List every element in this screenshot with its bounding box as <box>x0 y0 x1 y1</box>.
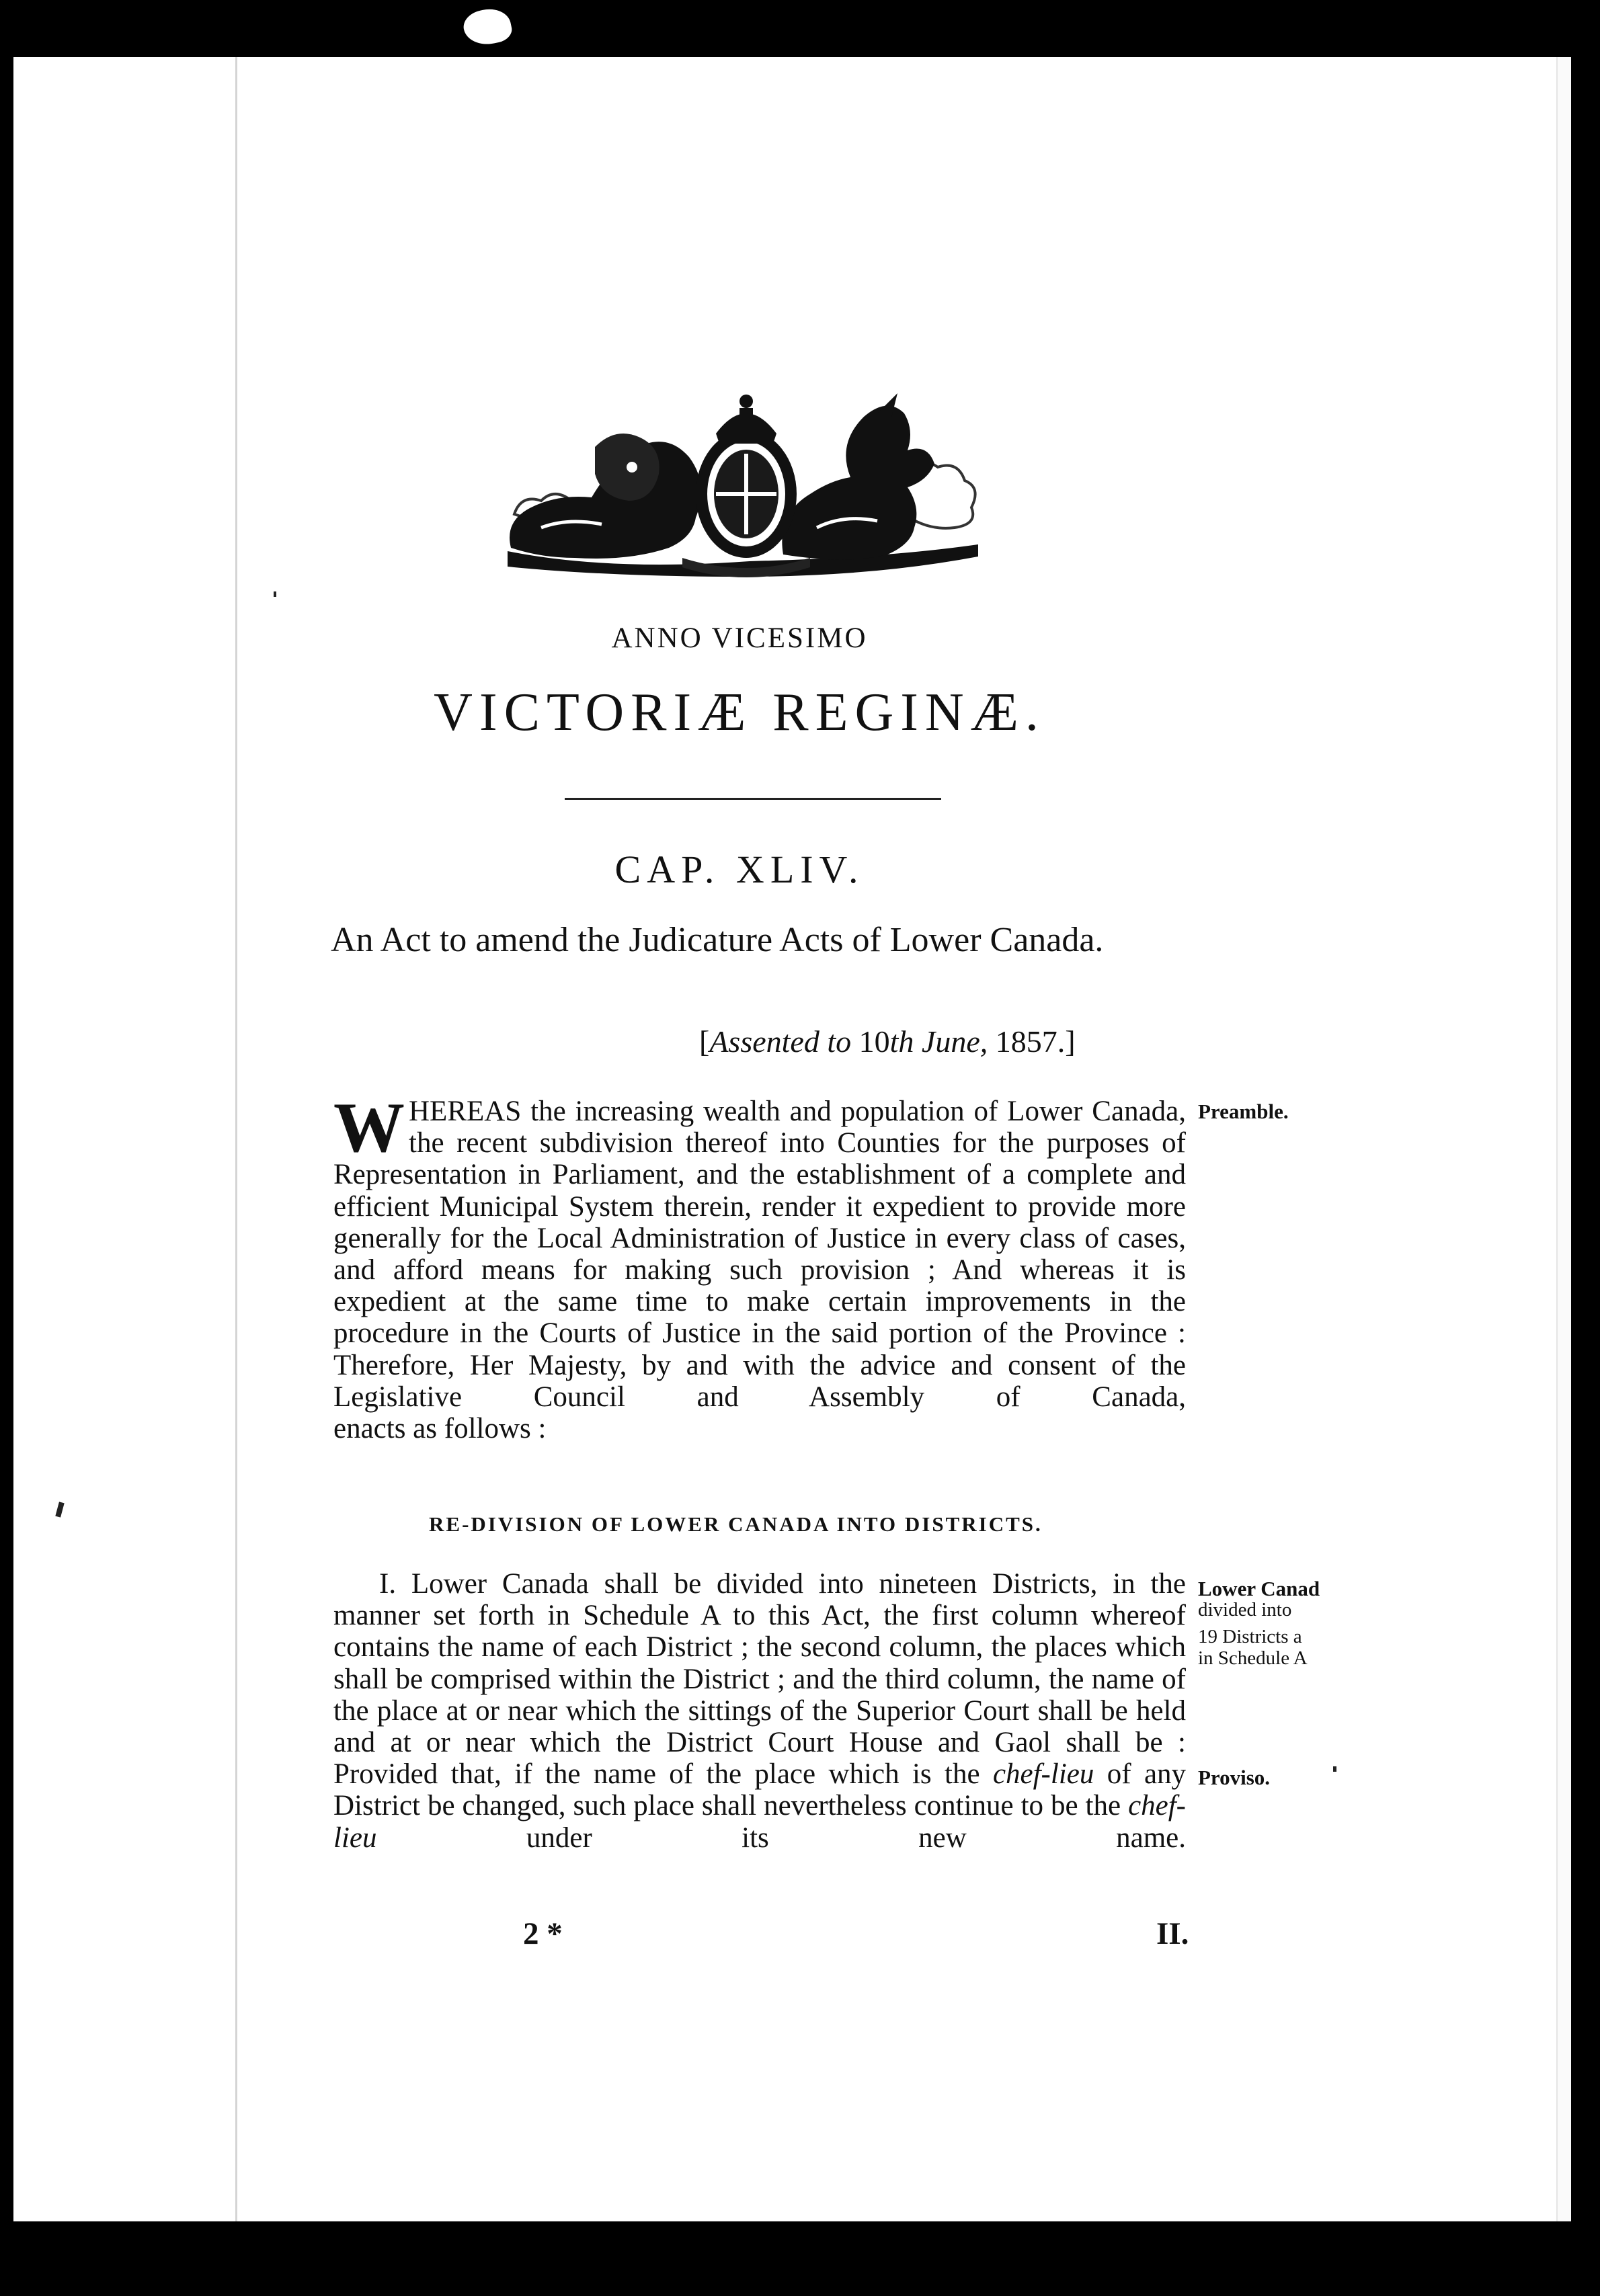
preamble-text: HEREAS the increasing wealth and population of Lower Canada, the recent subdivision thereof into Counties for the purposes of Representation in Parliament, and the establishment of a complete and efficient Municipal System therein, render it expedient to provide more generally for the Local Administration of Justice in every class of cases, and afford means for making such provision ; And whereas it is expedient at the same time to make certain improvements in the procedure in the Courts of Justice in the said portion of the Province : Therefore, Her Majesty, by and with the advice and consent of the Legislative Council and Assembly of Canada, <box>333 1096 1186 1413</box>
section-1-text-b: of any District be changed, such place shall nevertheless continue to be the <box>333 1758 1187 1822</box>
preamble-paragraph <box>333 1088 1186 1445</box>
regnal-title: VICTORIÆ REGINÆ. <box>434 683 1045 742</box>
section-heading: RE-DIVISION OF LOWER CANADA INTO DISTRICTS. <box>429 1512 1043 1536</box>
section-1-text-c: under its new name. <box>526 1821 1186 1854</box>
marginal-note-districts-1: Lower Canad <box>1198 1577 1320 1600</box>
ink-speck <box>274 591 276 597</box>
assent-line <box>699 1024 1076 1059</box>
marginal-note-proviso: Proviso. <box>1198 1766 1271 1789</box>
section-1-paragraph <box>333 1568 1186 1854</box>
ink-speck <box>1333 1766 1336 1772</box>
marginal-note-districts-4: in Schedule A <box>1198 1647 1308 1669</box>
assent-year: 1857.] <box>995 1024 1076 1059</box>
italic-chef-lieu-2: chef-lieu <box>333 1790 1186 1854</box>
page-right-edge <box>1556 57 1571 2221</box>
act-title: An Act to amend the Judicature Acts of Lower Canada. <box>331 921 1104 959</box>
horizontal-rule <box>565 798 941 800</box>
paper-blot <box>461 5 514 48</box>
anno-heading: ANNO VICESIMO <box>611 622 868 654</box>
marginal-note-districts-3: 19 Districts a <box>1198 1626 1302 1647</box>
assent-month: th June, <box>889 1024 988 1059</box>
marginal-note-districts-2: divided into <box>1198 1599 1292 1621</box>
drop-cap-letter: W <box>333 1088 405 1167</box>
royal-coat-of-arms-image <box>501 393 988 578</box>
assent-label: Assented to <box>709 1024 852 1059</box>
assent-day: 10 <box>858 1024 890 1059</box>
catchword: II. <box>1156 1916 1189 1951</box>
page-fold-line <box>235 57 237 2221</box>
preamble-enacting-line: enacts as follows : <box>333 1413 547 1445</box>
chapter-number: CAP. XLIV. <box>614 848 865 891</box>
signature-mark: 2 * <box>523 1916 563 1951</box>
assent-bracket: [ <box>699 1024 710 1059</box>
section-1-text-a: I. Lower Canada shall be divided into nineteen Districts, in the manner set forth in Schedule A to this Act, the first column whereof contains the name of each District ; the second column, the places which shall be comprised within the District ; and the third column, the name of the place at or near which the sittings of the Superior Court shall be held and at or near which the District Court House and Gaol shall be : Provided that, if the name of the place which is the <box>333 1568 1186 1791</box>
marginal-note-preamble: Preamble. <box>1198 1100 1289 1123</box>
italic-chef-lieu-1: chef-lieu <box>992 1758 1094 1791</box>
